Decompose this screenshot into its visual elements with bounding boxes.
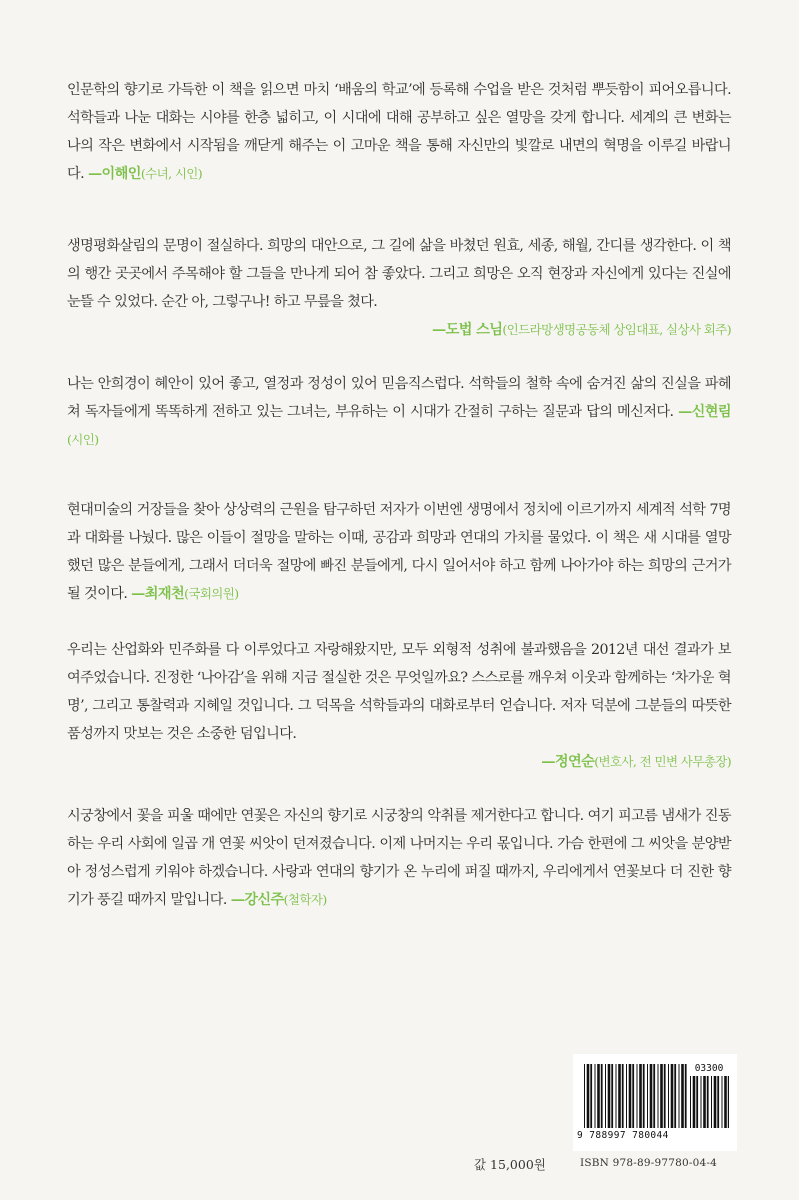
barcode-bar [637, 1064, 638, 1128]
blurb-text: 나는 안희경이 혜안이 있어 좋고, 열정과 정성이 있어 믿음직스럽다. 석학들의 철학 속에 숨겨진 삶의 진실을 파헤쳐 독자들에게 똑똑하게 전하고 있는 그녀는, 부유하는 이 시대가 간절히 구하는 질문과 답의 메신저다. [67, 376, 731, 420]
barcode-bar [601, 1064, 603, 1128]
barcode-bar [679, 1064, 680, 1128]
ean-barcode-digits: 9 788997 780044 [577, 1130, 669, 1141]
barcode-bar [616, 1064, 617, 1128]
barcode-bar [618, 1064, 621, 1128]
barcode-bar [711, 1076, 712, 1128]
blurb-author: —강신주 [230, 892, 284, 908]
addon-barcode [689, 1064, 729, 1132]
blurb-attribution [67, 748, 731, 776]
blurb-author: —이해인 [87, 166, 141, 182]
barcode-bar [668, 1064, 669, 1128]
blurb-text: 현대미술의 거장들을 찾아 상상력의 근원을 탐구하던 저자가 이번엔 생명에서 정치에 이르기까지 세계적 석학 7명과 대화를 나눴다. 많은 이들이 절망을 말하는 이때, 공감과 희망과 연대의 가치를 물었다. 이 책은 새 시대를 열망했던 많은 분들에게, 그래서 더더욱 절망에 빠진 분들에게, 다시 일어서야 하고 함께 나아가야 하는 희망의 근거가 될 것이다. [67, 502, 731, 602]
barcode-bar [629, 1064, 632, 1128]
ean-barcode-bars [583, 1064, 687, 1128]
barcode-bar [632, 1064, 634, 1128]
barcode-bar [611, 1064, 613, 1128]
blurb-2 [67, 232, 731, 344]
barcode-bar [605, 1064, 606, 1128]
barcode-bar [722, 1076, 723, 1128]
blurb-author: —최재천 [131, 586, 185, 602]
blurb-text: 시궁창에서 꽃을 피울 때에만 연꽃은 자신의 향기로 시궁창의 악취를 제거한다고 합니다. 여기 피고름 냄새가 진동하는 우리 사회에 일곱 개 연꽃 씨앗이 던져졌습니다. 이제 나머지는 우리 몫입니다. 가슴 한편에 그 씨앗을 분양받아 정성스럽게 키워야 하겠습니다. 사랑과 연대의 향기가 온 누리에 퍼질 때까지, 우리에게서 연꽃보다 더 진한 향기가 풍길 때까지 말입니다. [67, 808, 731, 908]
blurb-author-role: (국회의원) [184, 586, 239, 601]
barcode-bar [707, 1076, 709, 1128]
barcode-bar [674, 1064, 676, 1128]
barcode-bar [681, 1064, 684, 1128]
blurb-text: 우리는 산업화와 민주화를 다 이루었다고 자랑해왔지만, 모두 외형적 성취에 불과했음을 2012년 대선 결과가 보여주었습니다. 진정한 ‘나아감’을 위해 지금 절실한 것은 무엇일까요? 스스로를 깨우쳐 이웃과 함께하는 ‘차가운 혁명’, 그리고 통찰력과 지혜일 것입니다. 그 덕목을 석학들과의 대화로부터 얻습니다. 저자 덕분에 그분들의 따뜻한 품성까지 맛보는 것은 소중한 덤입니다. [67, 642, 731, 742]
barcode-bar [584, 1064, 585, 1128]
barcode-bar [595, 1064, 596, 1128]
blurb-4 [67, 496, 731, 608]
blurb-author-role: (철학자) [283, 892, 327, 907]
blurb-text: 생명평화살림의 문명이 절실하다. 희망의 대안으로, 그 길에 삶을 바쳤던 원효, 세종, 해월, 간디를 생각한다. 이 책의 행간 곳곳에서 주목해야 할 그들을 만나게 되어 참 좋았다. 그리고 희망은 오직 현장과 자신에게 있다는 진실에 눈뜰 수 있었다. 순간 아, 그렇구나! 하고 무릎을 쳤다. [67, 238, 731, 310]
blurb-author: —정연순 [541, 754, 595, 770]
addon-barcode-digits: 03300 [694, 1063, 724, 1074]
barcode-bar [658, 1064, 659, 1128]
barcode-bar [693, 1076, 696, 1128]
barcode-bar [608, 1064, 611, 1128]
blurb-1 [67, 76, 731, 188]
isbn-number: ISBN 978-89-97780-04-4 [580, 1157, 718, 1169]
barcode-bar [671, 1064, 674, 1128]
blurb-author: —도법 스님 [432, 322, 503, 338]
blurb-author: —신현림 [678, 404, 731, 420]
isbn-barcode [573, 1054, 737, 1151]
barcode-bar [724, 1076, 727, 1128]
blurb-author-role: (수녀, 시인) [140, 166, 203, 181]
blurb-5 [67, 636, 731, 776]
barcode-bar [717, 1076, 719, 1128]
barcode-bar [701, 1076, 702, 1128]
blurb-3 [67, 370, 731, 454]
blurb-author-role: (시인) [67, 432, 99, 447]
barcode-bar [703, 1076, 706, 1128]
barcode-bar [647, 1064, 648, 1128]
blurb-author-role: (인드라망생명공동체 상임대표, 실상사 회주) [502, 322, 731, 337]
price: 값 15,000원 [474, 1157, 546, 1172]
blurb-text: 인문학의 향기로 가득한 이 책을 읽으면 마치 ‘배움의 학교’에 등록해 수업을 받은 것처럼 뿌듯함이 피어오릅니다. 석학들과 나눈 대화는 시야를 한층 넓히고, 이 시대에 대해 공부하고 싶은 열망을 갖게 합니다. 세계의 큰 변화는 나의 작은 변화에서 시작됨을 깨닫게 해주는 이 고마운 책을 통해 자신만의 빛깔로 내면의 혁명을 이루길 바랍니다. [67, 82, 731, 182]
barcode-bar [587, 1064, 590, 1128]
barcode-bar [690, 1076, 691, 1128]
barcode-bar [650, 1064, 653, 1128]
barcode-bar [714, 1076, 717, 1128]
barcode-bar [643, 1064, 645, 1128]
blurb-attribution [67, 316, 731, 344]
barcode-bar [728, 1076, 729, 1128]
blurb-6 [67, 802, 731, 914]
barcode-bar [626, 1064, 627, 1128]
addon-barcode-bars [689, 1076, 729, 1128]
barcode-bar [590, 1064, 592, 1128]
barcode-bar [622, 1064, 624, 1128]
barcode-bar [696, 1076, 698, 1128]
barcode-bar [660, 1064, 663, 1128]
barcode-bar [685, 1064, 687, 1128]
barcode-bar [597, 1064, 600, 1128]
blurb-author-role: (변호사, 전 민변 사무총장) [594, 754, 731, 769]
barcode-bar [653, 1064, 655, 1128]
barcode-bar [639, 1064, 642, 1128]
barcode-bar [664, 1064, 666, 1128]
